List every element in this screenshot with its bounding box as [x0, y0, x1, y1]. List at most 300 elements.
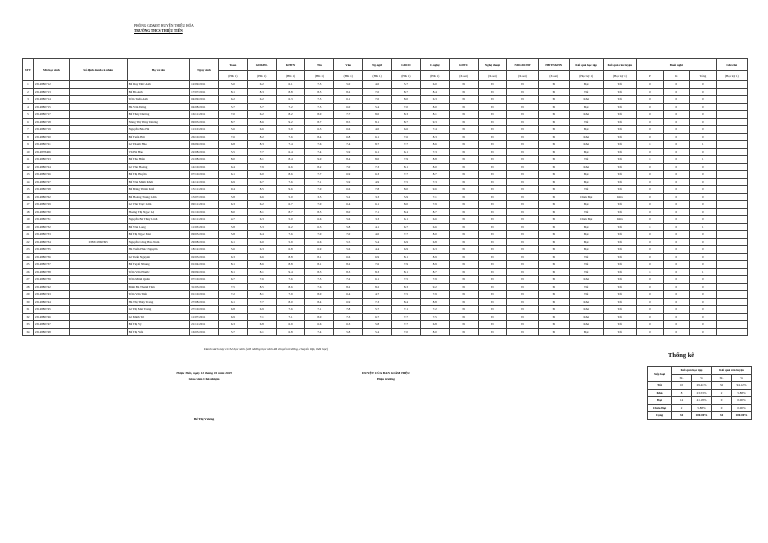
score-cell: Đ [478, 141, 507, 149]
col-subject: GDCD [392, 59, 421, 71]
score-cell: 8.4 [334, 156, 363, 164]
score-cell: Đ [538, 156, 569, 164]
score-cell: Đ [478, 246, 507, 254]
sub-header-cell: (Học kỳ 1) [569, 71, 603, 81]
birth-date-cell: 29/08/2011 [190, 238, 219, 246]
score-cell: Đ [449, 306, 478, 314]
score-cell: 8.7 [420, 171, 449, 179]
note-cell [716, 141, 747, 149]
stt-cell: 5 [23, 111, 34, 119]
score-cell: 8.8 [276, 261, 305, 269]
stat-row [648, 412, 752, 420]
score-cell: Đ [449, 133, 478, 141]
name-cell: Bế Hoàng Trung Lâm [127, 193, 190, 201]
absence-total-cell: 0 [690, 171, 716, 179]
note-cell [716, 201, 747, 209]
absence-k-cell: 0 [663, 163, 689, 171]
absence-p-cell: 1 [637, 156, 663, 164]
stt-cell: 30 [23, 298, 34, 306]
statistics-title: Thống kê [668, 352, 695, 359]
score-cell: 5.2 [334, 193, 363, 201]
score-cell: Đ [478, 111, 507, 119]
score-cell: 6.2 [247, 81, 276, 89]
score-cell: 7.6 [276, 231, 305, 239]
score-cell: 5.6 [218, 126, 247, 134]
stat-col-conduct: Kết quả rèn luyện [712, 367, 752, 375]
stat-row [648, 389, 752, 397]
score-cell: 7.4 [334, 141, 363, 149]
approval-title: DUYỆT CỦA BAN GIÁM HIỆU [362, 371, 410, 375]
absence-p-cell: 0 [637, 231, 663, 239]
birth-date-cell: 02/03/2011 [190, 253, 219, 261]
absence-p-cell: 0 [637, 298, 663, 306]
score-cell: Đ [507, 118, 538, 126]
birth-date-cell: 01/04/2011 [190, 261, 219, 269]
name-cell: Vũ Hà Hảo [127, 148, 190, 156]
score-cell: Đ [478, 156, 507, 164]
score-cell: 8.0 [363, 156, 392, 164]
score-cell: 5.6 [218, 246, 247, 254]
student-id-cell: 2314880721 [33, 141, 69, 149]
absence-total-cell: 0 [690, 313, 716, 321]
score-cell: Đ [507, 201, 538, 209]
score-cell: Đ [449, 88, 478, 96]
note-cell [716, 103, 747, 111]
score-cell: Đ [449, 321, 478, 329]
conduct-result-cell: Tốt [603, 261, 637, 269]
stat-academic-count: 8 [672, 389, 692, 397]
note-cell [716, 238, 747, 246]
score-cell: Đ [449, 223, 478, 231]
score-cell: 6.6 [334, 126, 363, 134]
col-notes: Ghi chú [716, 59, 747, 71]
stat-sl-label: SL [712, 374, 732, 382]
score-cell: 8.1 [247, 156, 276, 164]
score-cell: 6.6 [305, 216, 334, 224]
note-cell [716, 216, 747, 224]
score-cell: Đ [449, 103, 478, 111]
table-row [23, 88, 748, 96]
student-id-cell: 2314880730 [33, 208, 69, 216]
birth-date-cell: 09/05/2011 [190, 231, 219, 239]
score-cell: 7.6 [276, 306, 305, 314]
score-cell: 6.3 [363, 171, 392, 179]
absence-total-cell: 0 [690, 238, 716, 246]
score-cell: 8.7 [420, 208, 449, 216]
score-cell: 8.7 [392, 88, 421, 96]
student-id-cell: 2314880746 [33, 313, 69, 321]
score-cell: Đ [538, 96, 569, 104]
score-cell: Đ [478, 88, 507, 96]
personal-id-cell [69, 118, 127, 126]
score-cell: 8.0 [218, 208, 247, 216]
score-cell: Đ [507, 283, 538, 291]
score-cell: Đ [449, 328, 478, 336]
note-cell [716, 223, 747, 231]
score-cell: Đ [449, 186, 478, 194]
absence-total-cell: 0 [690, 201, 716, 209]
absence-total-cell: 0 [690, 298, 716, 306]
absence-total-cell: 0 [690, 103, 716, 111]
score-cell: 7.0 [392, 328, 421, 336]
score-cell: 5.8 [218, 223, 247, 231]
score-cell: 6.3 [334, 321, 363, 329]
score-cell: 8.0 [276, 298, 305, 306]
score-cell: 8.2 [334, 283, 363, 291]
score-cell: 6.2 [247, 111, 276, 119]
score-cell: 7.1 [276, 313, 305, 321]
note-cell [716, 133, 747, 141]
score-cell: Đ [478, 276, 507, 284]
sub-header-cell: (Học kỳ 1) [603, 71, 637, 81]
score-cell: 6.1 [363, 276, 392, 284]
score-cell: Đ [478, 321, 507, 329]
score-cell: 6.3 [305, 126, 334, 134]
stt-cell: 12 [23, 163, 34, 171]
score-cell: 8.6 [276, 283, 305, 291]
score-cell: Đ [449, 141, 478, 149]
score-cell: 8.3 [392, 111, 421, 119]
score-cell: 6.9 [305, 246, 334, 254]
score-cell: Đ [538, 163, 569, 171]
score-cell: 7.8 [334, 306, 363, 314]
score-cell: 8.7 [276, 208, 305, 216]
score-cell: Đ [449, 268, 478, 276]
personal-id-cell [69, 283, 127, 291]
absence-p-cell: 0 [637, 283, 663, 291]
name-cell: Hà Văn Đông [127, 103, 190, 111]
score-cell: 3.3 [363, 216, 392, 224]
stt-cell: 24 [23, 253, 34, 261]
score-cell: 5.5 [334, 238, 363, 246]
note-cell [716, 306, 747, 314]
score-cell: 6.9 [218, 178, 247, 186]
score-cell: 5.8 [334, 223, 363, 231]
score-cell: 7.0 [392, 103, 421, 111]
score-cell: Đ [507, 253, 538, 261]
col-conduct-result: Kết quả rèn luyện [603, 59, 637, 71]
score-cell: Đ [538, 193, 569, 201]
table-row [23, 103, 748, 111]
conduct-result-cell: Tốt [603, 298, 637, 306]
score-cell: 7.5 [305, 96, 334, 104]
score-cell: 7.9 [420, 291, 449, 299]
col-subject: KHTN [276, 59, 305, 71]
score-cell: 5.0 [334, 81, 363, 89]
note-cell [716, 231, 747, 239]
absence-p-cell: 0 [637, 163, 663, 171]
score-cell: 6.9 [334, 171, 363, 179]
absence-k-cell: 0 [663, 313, 689, 321]
birth-date-cell: 11/07/2011 [190, 313, 219, 321]
stat-academic-pct: 5.88% [692, 404, 712, 412]
absence-k-cell: 0 [663, 96, 689, 104]
score-cell: Đ [538, 201, 569, 209]
note-cell [716, 283, 747, 291]
absence-k-cell: 0 [663, 328, 689, 336]
score-cell: 7.6 [363, 261, 392, 269]
score-cell: 8.4 [276, 156, 305, 164]
academic-result-cell: Tốt [569, 118, 603, 126]
absence-k-cell: 0 [663, 261, 689, 269]
score-cell: 8.7 [363, 141, 392, 149]
table-row [23, 261, 748, 269]
score-cell: Đ [478, 328, 507, 336]
name-cell: Hoàng Thị Ngọc Lệ [127, 208, 190, 216]
conduct-result-cell: Tốt [603, 81, 637, 89]
score-cell: Đ [507, 276, 538, 284]
score-cell: 5.7 [363, 306, 392, 314]
score-cell: 9.2 [420, 283, 449, 291]
stt-cell: 13 [23, 171, 34, 179]
score-cell: Đ [507, 208, 538, 216]
personal-id-cell [69, 201, 127, 209]
table-row [23, 313, 748, 321]
score-cell: 6.0 [420, 81, 449, 89]
stat-sl-label: SL [672, 374, 692, 382]
table-row [23, 208, 748, 216]
score-cell: 8.5 [305, 88, 334, 96]
score-cell: 7.2 [334, 276, 363, 284]
student-id-cell: 2314880731 [33, 216, 69, 224]
score-cell: Đ [478, 81, 507, 89]
conduct-result-cell: Khá [603, 216, 637, 224]
name-cell: Bế Thu Hiền [127, 156, 190, 164]
score-cell: 6.7 [276, 201, 305, 209]
score-cell: 7.6 [392, 133, 421, 141]
academic-result-cell: Tốt [569, 261, 603, 269]
stat-label-cell: Chưa Đạt [648, 404, 672, 412]
score-cell: 8.8 [276, 253, 305, 261]
personal-id-cell [69, 276, 127, 284]
score-cell: 8.0 [392, 96, 421, 104]
score-cell: Đ [507, 216, 538, 224]
col-subject: Tin [305, 59, 334, 71]
stat-row [648, 404, 752, 412]
score-cell: Đ [478, 201, 507, 209]
personal-id-cell [69, 178, 127, 186]
personal-id-cell [69, 313, 127, 321]
table-row [23, 171, 748, 179]
score-cell: 6.1 [218, 298, 247, 306]
student-id-cell: 2314880732 [33, 223, 69, 231]
col-subject: C.nghệ [420, 59, 449, 71]
personal-id-cell [69, 328, 127, 336]
stat-row [648, 382, 752, 390]
col-subject: HĐTN&HN [538, 59, 569, 71]
score-cell: 7.0 [363, 96, 392, 104]
score-cell: 8.1 [247, 208, 276, 216]
score-cell: Đ [507, 133, 538, 141]
conduct-result-cell: Tốt [603, 126, 637, 134]
score-cell: 8.0 [334, 208, 363, 216]
student-id-cell: 2314880737 [33, 261, 69, 269]
score-cell: Đ [538, 126, 569, 134]
absence-p-cell: 0 [637, 253, 663, 261]
conduct-result-cell: Tốt [603, 268, 637, 276]
score-cell: 7.1 [305, 178, 334, 186]
table-row [23, 231, 748, 239]
principal-signature-block [336, 370, 436, 382]
score-cell: Đ [538, 253, 569, 261]
stt-cell: 23 [23, 246, 34, 254]
score-cell: Đ [538, 321, 569, 329]
score-cell: 8.7 [305, 118, 334, 126]
score-cell: 7.0 [305, 201, 334, 209]
place-date: Thiệu Tiến, ngày 12 tháng 01 năm 2025 [175, 371, 232, 375]
score-cell: 8.1 [305, 253, 334, 261]
conduct-result-cell: Tốt [603, 201, 637, 209]
score-cell: Đ [538, 103, 569, 111]
score-cell: 8.7 [420, 268, 449, 276]
conduct-result-cell: Tốt [603, 178, 637, 186]
stat-conduct-pct: 5.88% [732, 389, 752, 397]
absence-total-cell: 0 [690, 81, 716, 89]
note-cell [716, 148, 747, 156]
score-cell: 6.3 [247, 216, 276, 224]
score-cell: Đ [507, 306, 538, 314]
absence-total-cell: 0 [690, 111, 716, 119]
score-cell: Đ [507, 321, 538, 329]
score-cell: 7.1 [305, 306, 334, 314]
score-cell: 8.1 [218, 268, 247, 276]
score-cell: 4.0 [363, 81, 392, 89]
absence-total-cell: 0 [690, 216, 716, 224]
score-cell: Đ [449, 283, 478, 291]
academic-result-cell: Khá [569, 96, 603, 104]
academic-result-cell: Tốt [569, 291, 603, 299]
stat-conduct-count: 0 [712, 404, 732, 412]
academic-result-cell: Khá [569, 133, 603, 141]
score-cell: Đ [538, 208, 569, 216]
score-cell: 7.7 [392, 313, 421, 321]
score-cell: Đ [478, 171, 507, 179]
sub-header-cell: (Học kỳ 1) [716, 71, 747, 81]
conduct-result-cell: Tốt [603, 283, 637, 291]
name-cell: Bế Thúy Dương [127, 111, 190, 119]
absence-k-cell: 0 [663, 133, 689, 141]
personal-id-cell [69, 208, 127, 216]
score-cell: 5.0 [218, 81, 247, 89]
score-cell: 8.1 [218, 88, 247, 96]
stt-cell: 2 [23, 88, 34, 96]
score-cell: Đ [538, 141, 569, 149]
score-cell: Đ [449, 171, 478, 179]
score-cell: Đ [507, 171, 538, 179]
absence-total-cell: 1 [690, 223, 716, 231]
note-cell [716, 253, 747, 261]
absence-k-cell: 0 [663, 193, 689, 201]
academic-result-cell: Tốt [569, 186, 603, 194]
score-cell: Đ [538, 81, 569, 89]
stat-academic-pct: 29.41% [692, 382, 712, 390]
table-row [23, 141, 748, 149]
student-id-cell: 2314880762 [33, 193, 69, 201]
table-row [23, 133, 748, 141]
academic-result-cell: Khá [569, 141, 603, 149]
academic-result-cell: Tốt [569, 156, 603, 164]
student-id-cell: 2314880723 [33, 156, 69, 164]
table-row [23, 178, 748, 186]
col-subject: Văn [334, 59, 363, 71]
score-cell: 8.6 [276, 171, 305, 179]
score-cell: 5.8 [218, 231, 247, 239]
academic-result-cell: Tốt [569, 283, 603, 291]
list-note: Danh sách này có 34 học sinh (với những học sinh đã chuyển trường, chuyển lớp, thôi học) [204, 347, 329, 351]
academic-result-cell: Đạt [569, 238, 603, 246]
absence-total-cell: 0 [690, 193, 716, 201]
score-cell: Đ [478, 231, 507, 239]
conduct-result-cell: Tốt [603, 291, 637, 299]
table-row [23, 81, 748, 89]
score-cell: Đ [538, 306, 569, 314]
score-cell: Đ [478, 96, 507, 104]
birth-date-cell: 16/11/2011 [190, 111, 219, 119]
stat-label-cell: Đạt [648, 397, 672, 405]
academic-result-cell: Khá [569, 111, 603, 119]
absence-p-cell: 0 [637, 328, 663, 336]
score-cell: Đ [449, 291, 478, 299]
stt-cell: 28 [23, 283, 34, 291]
personal-id-cell [69, 171, 127, 179]
absence-k-cell: 0 [663, 118, 689, 126]
absence-k-cell: 0 [663, 298, 689, 306]
score-cell: 7.6 [276, 178, 305, 186]
table-row [23, 283, 748, 291]
student-id-cell: 2314880728 [33, 186, 69, 194]
sub-header-cell: (X.set) [478, 71, 507, 81]
name-cell: Bế Bá Anh [127, 88, 190, 96]
score-cell: Đ [449, 231, 478, 239]
conduct-result-cell: Tốt [603, 111, 637, 119]
score-cell: 6.3 [276, 96, 305, 104]
score-cell: 8.6 [247, 118, 276, 126]
score-cell: 9.0 [305, 156, 334, 164]
conduct-result-cell: Tốt [603, 118, 637, 126]
score-cell: 3.3 [363, 193, 392, 201]
score-cell: 4.7 [363, 291, 392, 299]
score-cell: Đ [449, 276, 478, 284]
absence-total-cell: 1 [690, 156, 716, 164]
score-cell: Đ [507, 111, 538, 119]
personal-id-cell [69, 216, 127, 224]
sub-header-cell: (HK 1) [363, 71, 392, 81]
personal-id-cell [69, 163, 127, 171]
school-name: TRƯỜNG THCS THIỆU TIẾN [134, 29, 183, 33]
table-row [23, 268, 748, 276]
score-cell: 8.5 [305, 208, 334, 216]
score-cell: 6.9 [276, 321, 305, 329]
table-row [23, 126, 748, 134]
score-cell: 7.3 [334, 313, 363, 321]
conduct-result-cell: Tốt [603, 223, 637, 231]
academic-result-cell: Khá [569, 313, 603, 321]
stt-cell: 3 [23, 96, 34, 104]
stt-cell: 32 [23, 313, 34, 321]
score-cell: 6.7 [363, 313, 392, 321]
absence-p-cell: 0 [637, 246, 663, 254]
student-id-cell: 2314880724 [33, 163, 69, 171]
score-cell: 7.0 [334, 163, 363, 171]
note-cell [716, 328, 747, 336]
score-cell: 5.9 [334, 178, 363, 186]
absence-total-cell: 0 [690, 261, 716, 269]
score-cell: Đ [478, 291, 507, 299]
student-id-cell: 2314880714 [33, 96, 69, 104]
absence-total-cell: 0 [690, 96, 716, 104]
col-subject: Toan [218, 59, 247, 71]
score-cell: Đ [449, 313, 478, 321]
